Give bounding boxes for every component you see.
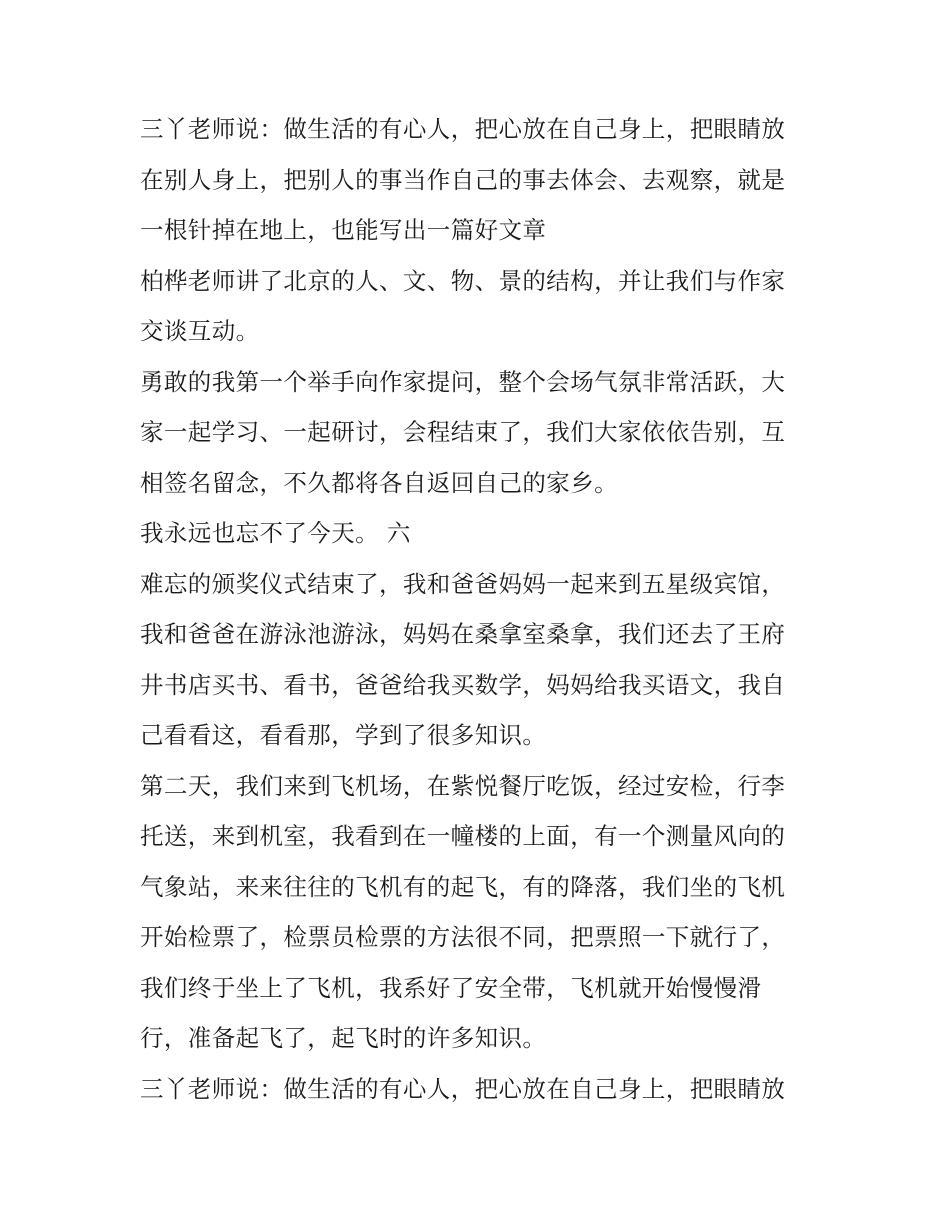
text-line: 难忘的颁奖仪式结束了，我和爸爸妈妈一起来到五星级宾馆， bbox=[140, 569, 786, 598]
text-line: 井书店买书、看书，爸爸给我买数学，妈妈给我买语文，我自 bbox=[140, 670, 786, 699]
text-line: 我永远也忘不了今天。 六 bbox=[140, 519, 411, 547]
text-line: 勇敢的我第一个举手向作家提问，整个会场气氛非常活跃，大 bbox=[140, 367, 786, 396]
text-line: 在别人身上，把别人的事当作自己的事去体会、去观察，就是 bbox=[140, 165, 786, 194]
text-line: 开始检票了，检票员检票的方法很不同，把票照一下就行了， bbox=[140, 923, 786, 951]
text-line: 相签名留念，不久都将各自返回自己的家乡。 bbox=[140, 468, 618, 497]
text-line: 气象站，来来往往的飞机有的起飞，有的降落，我们坐的飞机 bbox=[140, 872, 786, 901]
text-line: 我们终于坐上了飞机，我系好了安全带，飞机就开始慢慢滑 bbox=[140, 973, 762, 1002]
document-body bbox=[140, 104, 820, 1114]
text-line: 三丫老师说：做生活的有心人，把心放在自己身上，把眼睛放 bbox=[140, 115, 786, 143]
text-line: 交谈互动。 bbox=[140, 317, 260, 345]
text-line: 三丫老师说：做生活的有心人，把心放在自己身上，把眼睛放 bbox=[140, 1074, 786, 1103]
text-line: 我和爸爸在游泳池游泳，妈妈在桑拿室桑拿，我们还去了王府 bbox=[140, 620, 786, 648]
text-line: 家一起学习、一起研讨，会程结束了，我们大家依依告别，互 bbox=[140, 418, 786, 446]
text-line: 柏桦老师讲了北京的人、文、物、景的结构，并让我们与作家 bbox=[140, 266, 786, 295]
text-line: 第二天，我们来到飞机场，在紫悦餐厅吃饭，经过安检，行李 bbox=[140, 771, 786, 800]
text-line: 托送，来到机室，我看到在一幢楼的上面，有一个测量风向的 bbox=[140, 822, 786, 850]
text-line: 己看看这，看看那，学到了很多知识。 bbox=[140, 721, 547, 749]
text-line: 行，准备起飞了，起飞时的许多知识。 bbox=[140, 1024, 547, 1052]
text-line: 一根针掉在地上，也能写出一篇好文章 bbox=[140, 216, 547, 244]
